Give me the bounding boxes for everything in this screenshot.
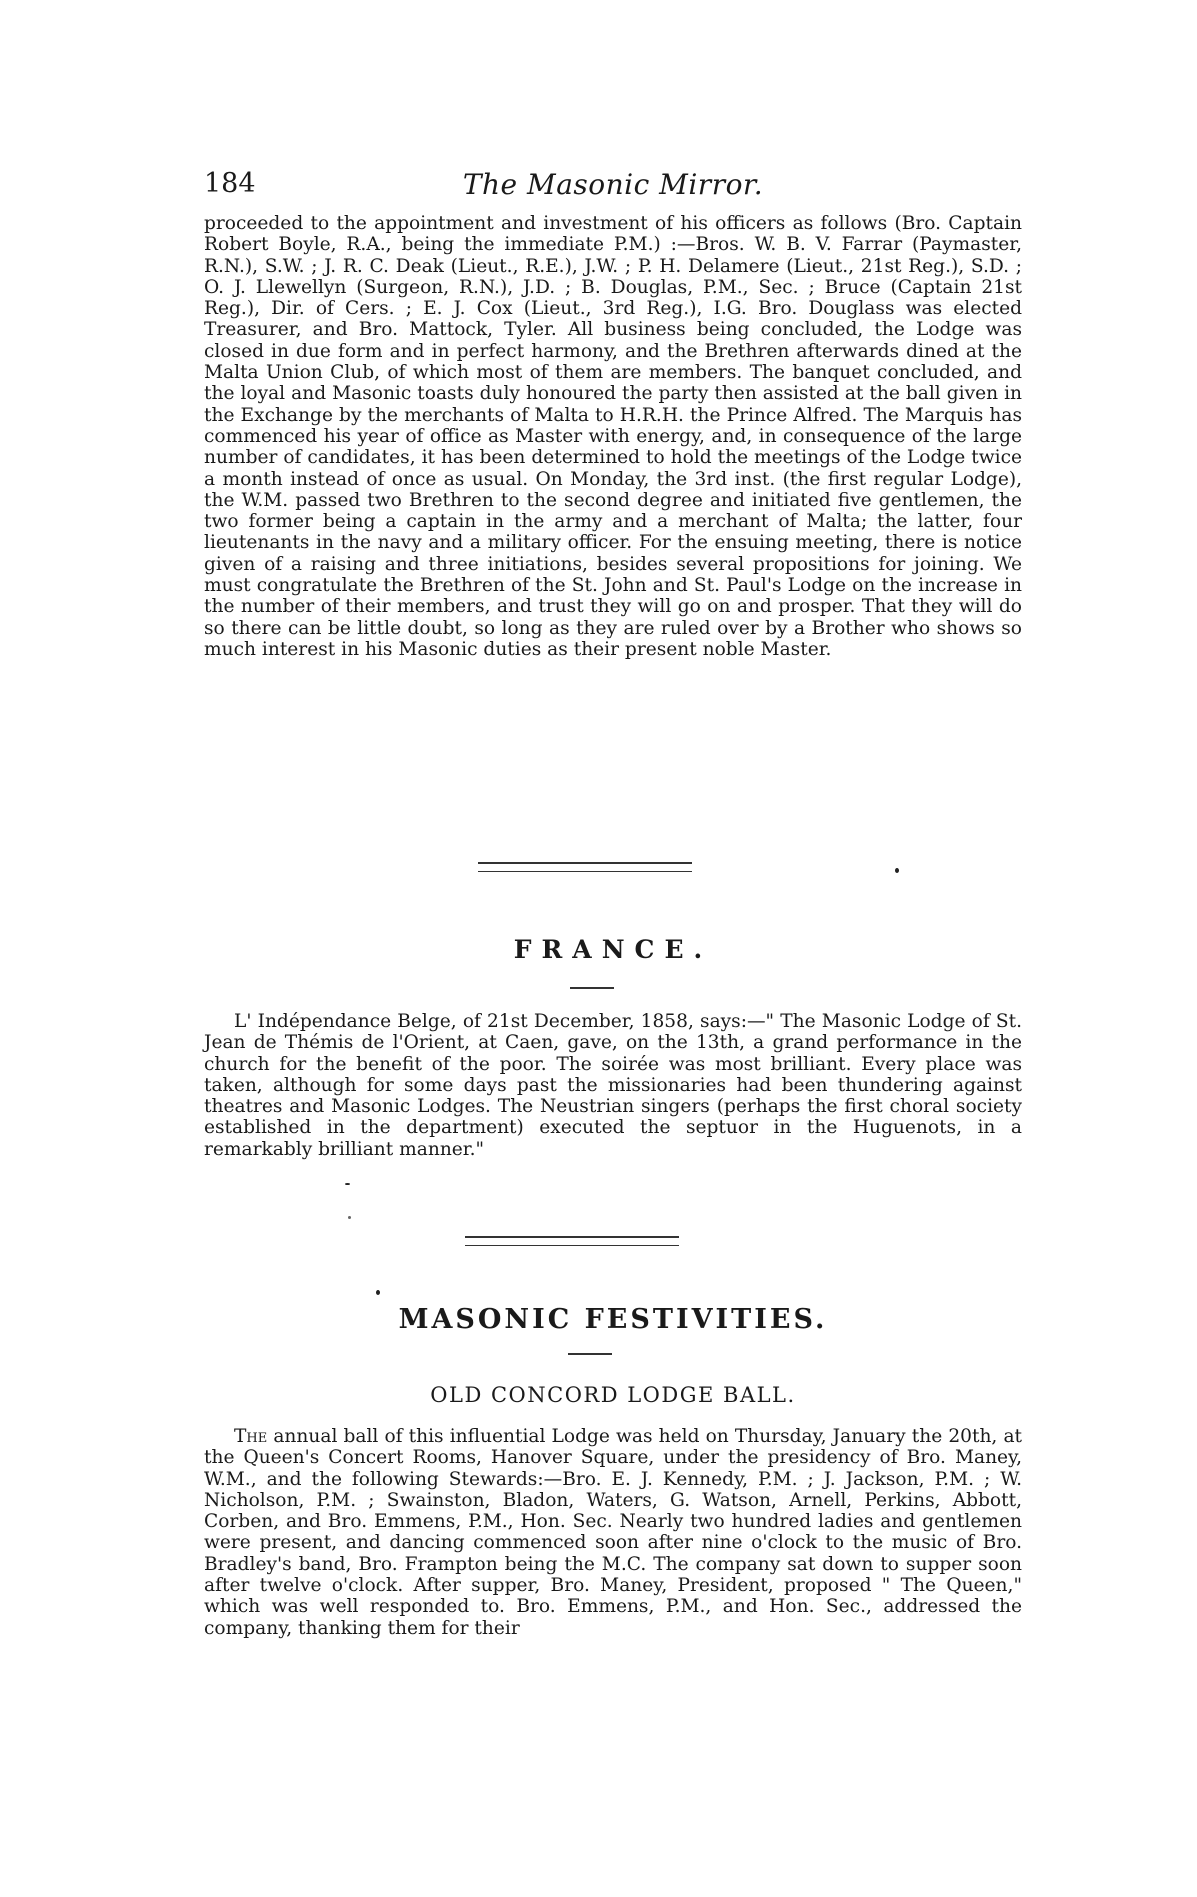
section-divider (478, 862, 692, 872)
section-divider (465, 1236, 679, 1246)
page-number: 184 (204, 168, 256, 199)
running-title: The Masonic Mirror. (462, 168, 764, 201)
heading-old-concord-lodge-ball: OLD CONCORD LODGE BALL. (430, 1383, 796, 1407)
paragraph-lodge-ball-text: annual ball of this influential Lodge was held on Thursday, January the 20th, at the Queen's Concert Rooms, Hanover Square, under the presidency of Bro. Maney, W.M., and the following Stewards:—Bro. E. J. Kennedy, P.M. ; J. Jackson, P.M. ; W. Nicholson, P.M. ; Swainston, Bladon, Waters, G. Watson, Arnell, Perkins, Abbott, Corben, and Bro. Emmens, P.M., Hon. Sec. Nearly two hundred ladies and gentlemen were present, and dancing commenced soon after nine o'clock to the music of Bro. Bradley's band, Bro. Frampton being the M.C. The company sat down to supper soon after twelve o'clock. After supper, Bro. Maney, President, proposed " The Queen," which was well responded to. Bro. Emmens, P.M., and Hon. Sec., addressed the company, thanking them for their (204, 1426, 1022, 1639)
paragraph-lodge-ball (204, 1426, 1022, 1639)
lead-word: The (234, 1426, 268, 1447)
heading-masonic-festivities: MASONIC FESTIVITIES. (398, 1304, 828, 1335)
short-rule (570, 987, 614, 989)
heading-france: FRANCE. (513, 935, 713, 964)
ink-speck (895, 868, 899, 873)
page-header (204, 168, 1022, 208)
paragraph-malta-lodge: proceeded to the appointment and investment of his officers as follows (Bro. Captain Robert Boyle, R.A., being the immediate P.M.) :—Bros. W. B. V. Farrar (Paymaster, R.N.), S.W. ; J. R. C. Deak (Lieut., R.E.), J.W. ; P. H. Delamere (Lieut., 21st Reg.), S.D. ; O. J. Llewellyn (Surgeon, R.N.), J.D. ; B. Douglas, P.M., Sec. ; Bruce (Captain 21st Reg.), Dir. of Cers. ; E. J. Cox (Lieut., 3rd Reg.), I.G. Bro. Douglass was elected Treasurer, and Bro. Mattock, Tyler. All business being concluded, the Lodge was closed in due form and in perfect harmony, and the Brethren afterwards dined at the Malta Union Club, of which most of them are members. The banquet concluded, and the loyal and Masonic toasts duly honoured the party then assisted at the ball given in the Exchange by the merchants of Malta to H.R.H. the Prince Alfred. The Marquis has commenced his year of office as Master with energy, and, in consequence of the large number of candidates, it has been determined to hold the meetings of the Lodge twice a month instead of once as usual. On Monday, the 3rd inst. (the first regular Lodge), the W.M. passed two Brethren to the second degree and initiated five gentlemen, the two former being a captain in the army and a merchant of Malta; the latter, four lieutenants in the navy and a military officer. For the ensuing meeting, there is notice given of a raising and three initiations, besides several propositions for joining. We must congratulate the Brethren of the St. John and St. Paul's Lodge on the increase in the number of their members, and trust they will go on and prosper. That they will do so there can be little doubt, so long as they are ruled over by a Brother who shows so much interest in his Masonic duties as their present noble Master. (204, 213, 1022, 660)
ink-speck (345, 1183, 350, 1185)
short-rule (568, 1353, 612, 1355)
ink-speck (348, 1216, 351, 1219)
paragraph-france: L' Indépendance Belge, of 21st December, 1858, says:—" The Masonic Lodge of St. Jean de Thémis de l'Orient, at Caen, gave, on the 13th, a grand performance in the church for the benefit of the poor. The soirée was most brilliant. Every place was taken, although for some days past the missionaries had been thundering against theatres and Masonic Lodges. The Neustrian singers (perhaps the first choral society established in the department) executed the septuor in the Huguenots, in a remarkably brilliant manner." (204, 1011, 1022, 1160)
ink-speck (376, 1290, 380, 1295)
